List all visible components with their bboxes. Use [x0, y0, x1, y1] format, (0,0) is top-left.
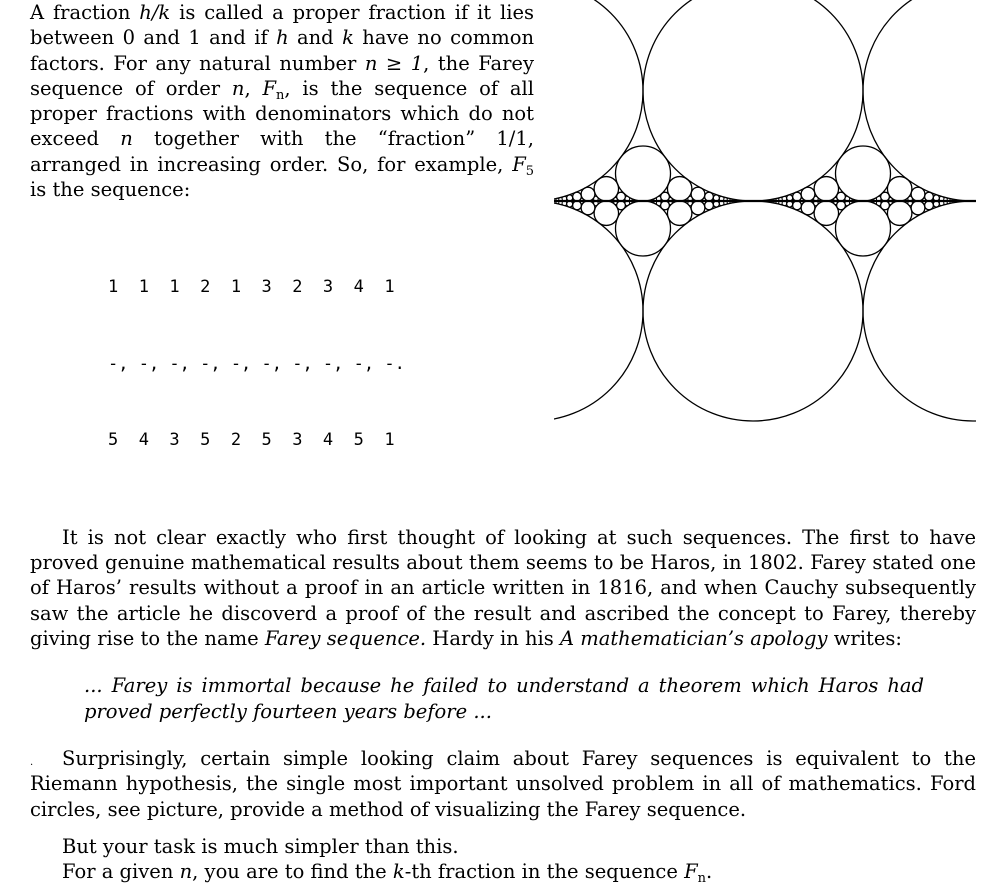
text: , the Farey sequence of order [30, 51, 534, 100]
math-k: k [342, 26, 354, 50]
math-subscript-5: 5 [525, 163, 534, 179]
text: is the sequence: [30, 178, 191, 202]
sequence-numerators: 1 1 1 2 1 3 2 3 4 1 [108, 277, 395, 298]
ford-circle [554, 201, 643, 421]
ford-circle [643, 0, 863, 201]
text: and [288, 26, 343, 50]
text: writes: [827, 627, 902, 651]
paragraph-history [30, 525, 976, 651]
math-n: n [231, 76, 245, 100]
text: For a given [62, 860, 180, 884]
sequence-denominators: 5 4 3 5 2 5 3 4 5 1 [108, 430, 395, 451]
hardy-quote: ... Farey is immortal because he failed to understand a theorem which Haros had proved perfectly fourteen years before ... [84, 674, 924, 723]
ford-circle [554, 0, 643, 201]
ford-circle [863, 0, 976, 201]
paragraph-riemann: Surprisingly, certain simple looking claim about Farey sequences is equivalent to the Riemann hypothesis, the single most important unsolved problem in all of mathematics. Ford circles, see picture, provide a method of visualizing the Farey sequence. [30, 746, 976, 821]
math-n-ge-1: n ≥ 1 [364, 51, 424, 75]
text: It is not clear exactly who first thought of looking at such sequences. The first to have proved genuine mathematical results about them seems to be Haros, in 1802. Farey stated one of Haros’ results without a proof in an article written in 1816, and when Cauchy subsequently saw the article he discoverd a proof of the result and ascribed the concept to Farey, thereby giving rise to the name [30, 525, 976, 651]
text: , you are to find the [192, 860, 393, 884]
math-k: k [392, 860, 405, 884]
book-title: A mathematician’s apology [559, 627, 828, 651]
ford-circles-group [554, 0, 976, 421]
math-F: F [262, 76, 277, 100]
text: together with the “fraction” 1/1, arranged in increasing order. So, for example, [30, 127, 534, 176]
paragraph-problem [30, 859, 976, 884]
text: , is the sequence of all proper fractions with denominators which do not exceed [30, 76, 535, 151]
ford-circle [643, 201, 863, 421]
text: have no common factors. For any natural number [30, 26, 535, 75]
paragraph-task: But your task is much simpler than this. [62, 834, 459, 858]
page-fragment: . [30, 757, 34, 768]
text: , [244, 76, 263, 100]
math-n: n [179, 860, 193, 884]
farey-sequence-f5 [108, 224, 528, 505]
ford-circles-figure [554, 0, 976, 426]
sequence-fraction-bars: -, -, -, -, -, -, -, -, -, -. [108, 353, 405, 374]
math-F: F [684, 860, 698, 884]
math-h: h [276, 26, 289, 50]
math-subscript-n: n [697, 871, 706, 886]
text: is called a proper fraction if it lies between 0 and 1 and if [30, 1, 534, 50]
document-body [30, 0, 976, 884]
emphasis-farey-sequence: Farey sequence. [264, 627, 427, 651]
text: . [705, 860, 713, 884]
text: Hardy in his [426, 627, 560, 651]
ford-circles-svg [554, 0, 976, 426]
math-h-over-k: h/k [139, 1, 171, 24]
text: A fraction [30, 1, 140, 24]
math-F: F [512, 152, 526, 176]
ford-circle [863, 201, 976, 421]
math-n: n [120, 127, 133, 151]
text: -th fraction in the sequence [404, 860, 685, 884]
math-subscript-n: n [276, 87, 285, 103]
